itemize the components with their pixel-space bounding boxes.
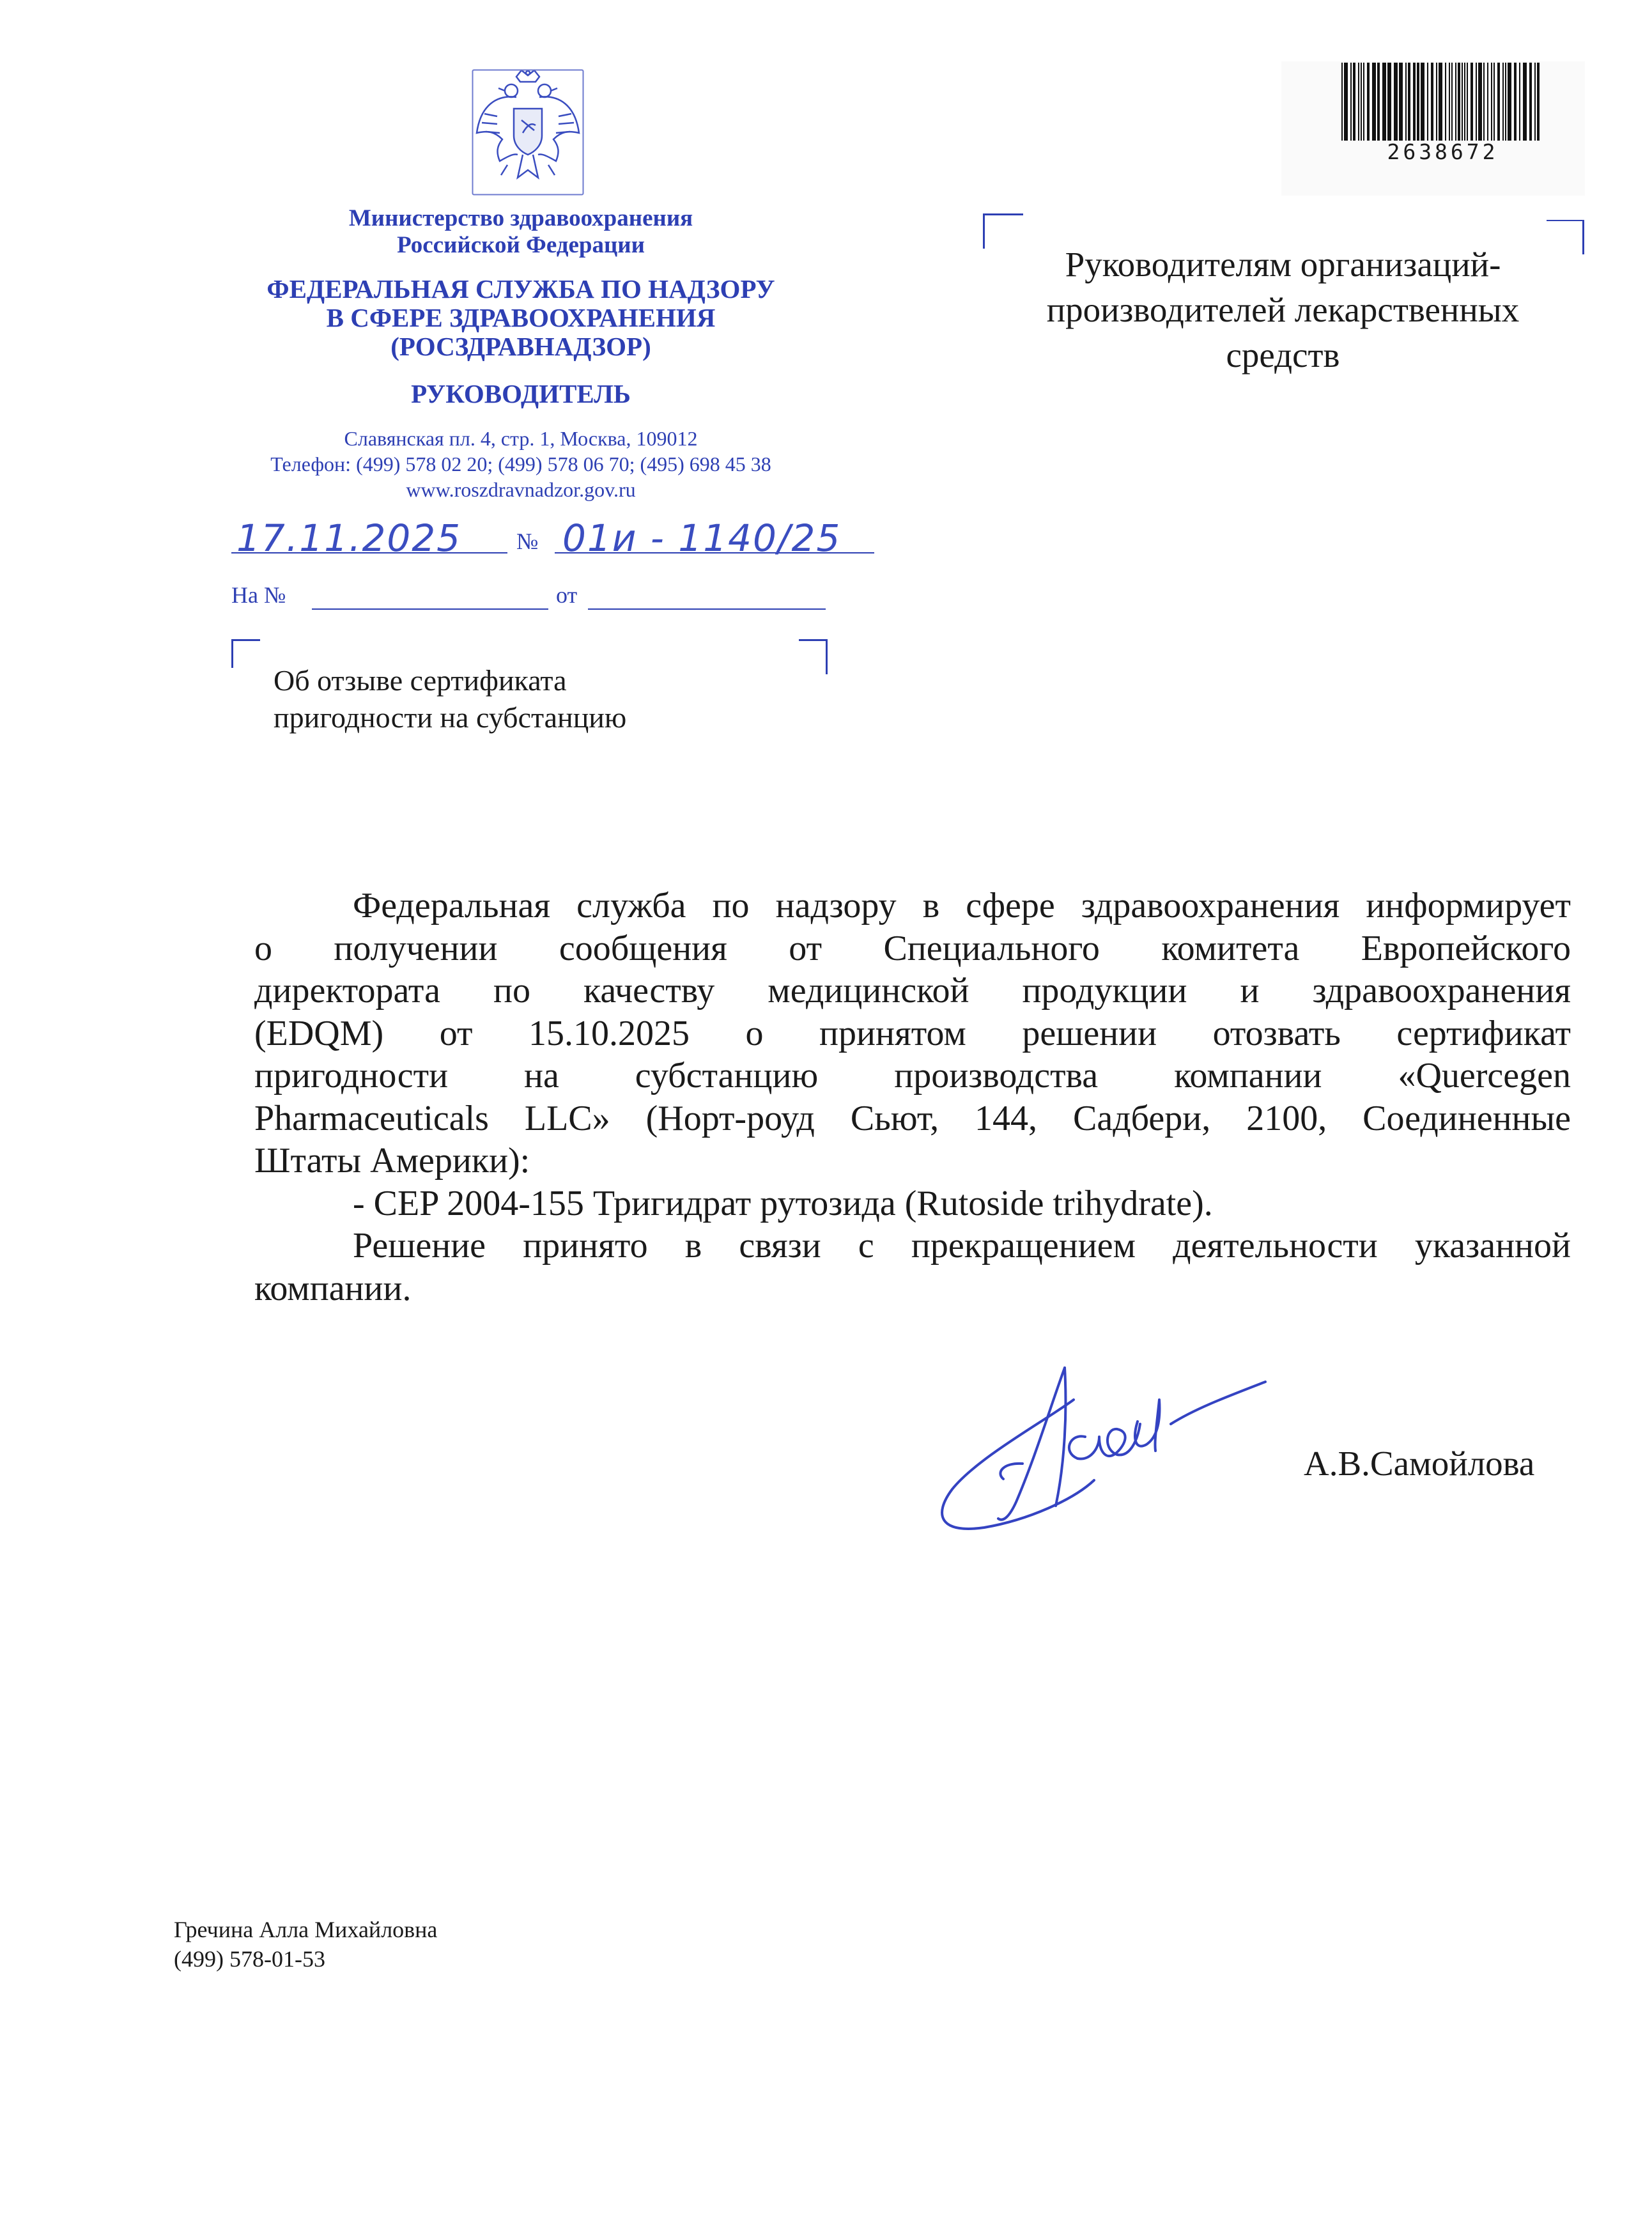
certificate-item: - CEP 2004-155 Тригидрат рутозида (Rutoside trihydrate). [353,1183,1213,1223]
signatory-name: А.В.Самойлова [1304,1444,1535,1483]
barcode-bar [1439,63,1442,141]
barcode-bar [1363,63,1364,141]
ref-number-label: На № [231,582,286,608]
barcode-bar [1382,63,1386,141]
barcode-bar [1353,63,1355,141]
barcode-bar [1417,63,1419,141]
barcode-bar [1431,63,1433,141]
addressee-block [984,242,1582,378]
barcode-bar [1523,63,1527,141]
handwritten-signature-icon [914,1355,1272,1540]
barcode-icon [1339,63,1547,141]
barcode-bar [1487,63,1488,141]
body-line: директората по качеству медицинской продукции и здравоохранения [254,971,1571,1010]
registration-date: 17.11.2025 [236,516,462,560]
barcode-bar [1514,63,1517,141]
executor-block [174,1915,437,1974]
barcode-bar [1421,63,1424,141]
barcode-bar [1491,63,1492,141]
barcode-bar [1497,63,1500,141]
executor-name: Гречина Алла Михайловна [174,1917,438,1942]
barcode-bar [1427,63,1428,141]
subject-bracket-right [799,639,828,674]
barcode-bar [1467,63,1468,141]
barcode-bar [1464,63,1465,141]
coat-of-arms-icon [472,69,584,196]
service-name-line2: В СФЕРЕ ЗДРАВООХРАНЕНИЯ [326,303,716,332]
barcode-bar [1462,63,1463,141]
barcode-bar [1372,63,1376,141]
barcode-bar [1537,63,1540,141]
barcode-bar [1534,63,1536,141]
barcode-bar [1344,63,1348,141]
barcode-bar [1505,63,1506,141]
addressee-line2: производителей лекарственных [1046,290,1520,329]
head-title: РУКОВОДИТЕЛЬ [411,379,631,408]
ref-from-label: от [556,582,578,608]
address-line: Славянская пл. 4, стр. 1, Москва, 109012 [344,427,698,450]
barcode-bar [1471,63,1473,141]
barcode-bar [1451,63,1453,141]
registration-number: 01и - 1140/25 [562,516,842,560]
body-line: Федеральная служба по надзору в сфере здравоохранения информирует [353,886,1571,925]
ministry-name-line2: Российской Федерации [397,232,645,258]
barcode-bar [1358,63,1359,141]
subject-bracket-left [231,639,260,668]
service-name-line3: (РОСЗДРАВНАДЗОР) [390,332,651,361]
subject-block [274,662,626,736]
barcode-bar [1436,63,1437,141]
barcode-bar [1394,63,1398,141]
addressee-line1: Руководителям организаций- [1065,245,1501,284]
letter-body [254,885,1571,1310]
body-line: о получении сообщения от Специального комитета Европейского [254,928,1571,968]
barcode-bar [1483,63,1485,141]
body-line: Pharmaceuticals LLC» (Норт-роуд Сьют, 144, Садбери, 2100, Соединенные [254,1098,1571,1138]
barcode-bar [1455,63,1456,141]
barcode-bar [1405,63,1407,141]
barcode-bar [1508,63,1511,141]
barcode-bar [1387,63,1391,141]
barcode-number: 2638672 [1387,139,1499,164]
website-line: www.roszdravnadzor.gov.ru [406,478,636,501]
phone-line: Телефон: (499) 578 02 20; (499) 578 06 70; (495) 698 45 38 [270,453,771,476]
barcode-bar [1399,63,1403,141]
body-line: компании. [254,1268,412,1308]
body-line: Решение принято в связи с прекращением деятельности указанной [353,1226,1571,1265]
executor-phone: (499) 578-01-53 [174,1946,325,1972]
barcode-bar [1529,63,1532,141]
body-line: пригодности на субстанцию производства компании «Quercegen [254,1056,1571,1095]
service-name-line1: ФЕДЕРАЛЬНАЯ СЛУЖБА ПО НАДЗОРУ [266,274,775,304]
ministry-name-line1: Министерство здравоохранения [348,205,693,231]
ref-from-underline [588,608,826,610]
ref-number-underline [312,608,548,610]
barcode-bar [1519,63,1520,141]
barcode-bar [1502,63,1504,141]
barcode-bar [1408,63,1410,141]
barcode-bar [1494,63,1495,141]
barcode-bar [1413,63,1416,141]
barcode-bar [1361,63,1362,141]
barcode-bar [1341,63,1343,141]
subject-line1: Об отзыве сертификата [274,664,567,697]
subject-line2: пригодности на субстанцию [274,701,627,734]
barcode-bar [1478,63,1482,141]
barcode-bar [1367,63,1370,141]
barcode-bar [1377,63,1380,141]
body-line: (EDQM) от 15.10.2025 о принятом решении отозвать сертификат [254,1013,1571,1053]
barcode-bar [1458,63,1460,141]
addressee-line3: средств [1226,336,1340,375]
body-line: Штаты Америки): [254,1141,530,1180]
barcode-bar [1350,63,1352,141]
barcode-bar [1445,63,1446,141]
number-sign: № [516,529,539,554]
barcode-bar [1476,63,1477,141]
barcode-bar [1449,63,1450,141]
